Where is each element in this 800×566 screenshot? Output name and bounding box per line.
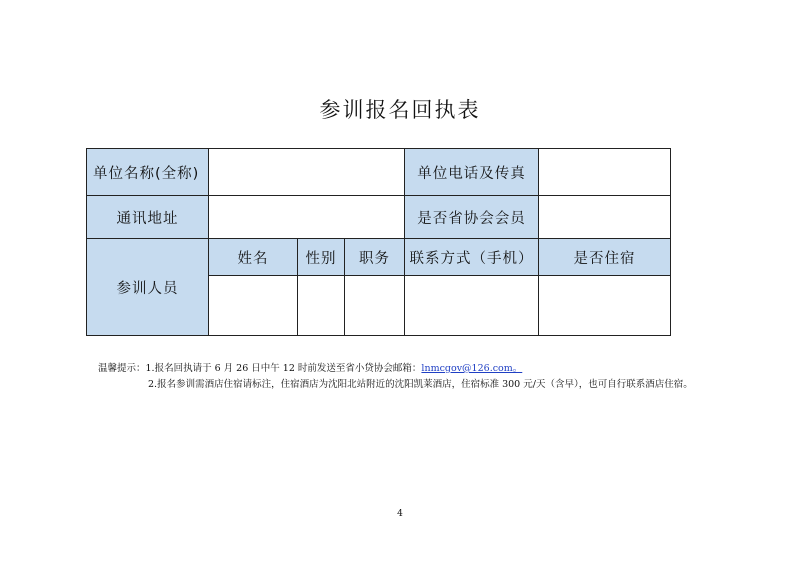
note-line-1-text: 温馨提示：1.报名回执请于 6 月 26 日中午 12 时前发送至省小贷协会邮箱： bbox=[98, 363, 422, 374]
org-name-label: 单位名称(全称) bbox=[87, 149, 209, 196]
col-header-contact: 联系方式（手机） bbox=[405, 239, 539, 276]
page-title: 参训报名回执表 bbox=[319, 98, 481, 122]
note-line-1 bbox=[98, 361, 693, 377]
col-header-name: 姓名 bbox=[209, 239, 298, 276]
table-row bbox=[87, 239, 671, 276]
participant-contact-field[interactable] bbox=[405, 276, 539, 336]
email-link[interactable]: lnmcgov@126.com。 bbox=[421, 363, 523, 374]
table-row bbox=[87, 149, 671, 196]
table-row bbox=[87, 196, 671, 239]
member-label: 是否省协会会员 bbox=[405, 196, 539, 239]
member-field[interactable] bbox=[539, 196, 671, 239]
org-phone-label: 单位电话及传真 bbox=[405, 149, 539, 196]
col-header-gender: 性别 bbox=[298, 239, 345, 276]
col-header-position: 职务 bbox=[345, 239, 405, 276]
page-number: 4 bbox=[397, 509, 403, 519]
org-phone-field[interactable] bbox=[539, 149, 671, 196]
participant-lodging-field[interactable] bbox=[539, 276, 671, 336]
participant-gender-field[interactable] bbox=[298, 276, 345, 336]
participant-position-field[interactable] bbox=[345, 276, 405, 336]
participant-name-field[interactable] bbox=[209, 276, 298, 336]
note-line-2: 2.报名参训需酒店住宿请标注，住宿酒店为沈阳北站附近的沈阳凯莱酒店，住宿标准 300 元/天（含早），也可自行联系酒店住宿。 bbox=[148, 379, 693, 390]
registration-form-table bbox=[86, 148, 671, 336]
address-field[interactable] bbox=[209, 196, 405, 239]
col-header-lodging: 是否住宿 bbox=[539, 239, 671, 276]
address-label: 通讯地址 bbox=[87, 196, 209, 239]
org-name-field[interactable] bbox=[209, 149, 405, 196]
notes bbox=[98, 361, 693, 393]
participants-label: 参训人员 bbox=[87, 239, 209, 336]
